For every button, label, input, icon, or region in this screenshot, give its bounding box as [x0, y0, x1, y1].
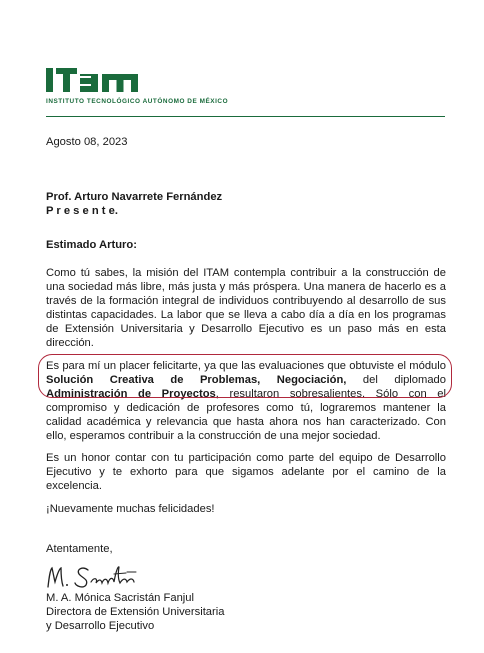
- diploma-name: Administración de Proyectos: [46, 387, 216, 400]
- itam-logo-mark: [46, 66, 142, 94]
- module-name: Solución Creativa de Problemas, Negociación,: [46, 373, 347, 386]
- header-divider: [46, 116, 445, 117]
- signer-block: [46, 592, 446, 634]
- salutation: Estimado Arturo:: [46, 239, 137, 251]
- closing-line: ¡Nuevamente muchas felicidades!: [46, 503, 215, 515]
- paragraph-text: Es para mí un placer felicitarte, ya que las evaluaciones que obtuviste el módulo: [46, 360, 446, 372]
- signer-position: y Desarrollo Ejecutivo: [46, 619, 155, 632]
- recipient-title: P r e s e n t e.: [46, 204, 118, 217]
- recipient-block: [46, 191, 446, 219]
- itam-logo: [46, 66, 229, 105]
- paragraph-mission: Como tú sabes, la misión del ITAM contempla contribuir a la construcción de una sociedad más libre, más justa y más próspera. Una manera de hacerlo es a través de la formación integral de individuos contribuyendo al desarrollo de sus distintas capacidades. La labor que se lleva a cabo día a día en los programas de Extensión Universitaria y Desarrollo Ejecutivo es un paso más en esta dirección.: [46, 267, 446, 349]
- paragraph-text: del diplomado: [346, 373, 446, 386]
- handwritten-signature: [44, 560, 164, 592]
- paragraph-text: , resultaron sobresalientes. Sólo con el compromiso y dedicación de profesores como tú, lograremos mantener la calidad académica y relevancia que hasta ahora nos han caracterizado. Con ello, esperamos contribuir a la construcción de una mejor sociedad.: [46, 387, 446, 442]
- regards-line: Atentamente,: [46, 543, 113, 555]
- signer-name: M. A. Mónica Sacristán Fanjul: [46, 592, 194, 604]
- signer-position: Directora de Extensión Universitaria: [46, 605, 225, 618]
- highlight-annotation: [38, 354, 452, 398]
- recipient-name: Prof. Arturo Navarrete Fernández: [46, 191, 223, 203]
- institution-name: INSTITUTO TECNOLÓGICO AUTÓNOMO DE MÉXICO: [46, 98, 229, 105]
- paragraph-honor: Es un honor contar con tu participación como parte del equipo de Desarrollo Ejecutivo y te exhorto para que sigamos adelante por el camino de la excelencia.: [46, 452, 446, 492]
- letter-date: Agosto 08, 2023: [46, 136, 128, 148]
